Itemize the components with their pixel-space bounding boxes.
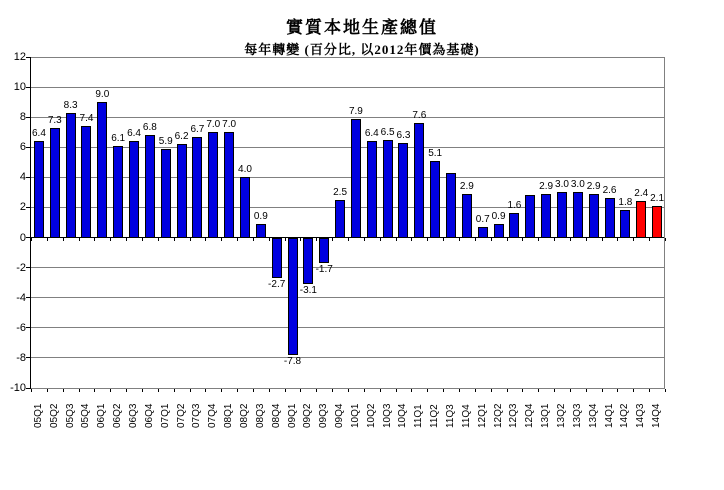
x-tick-label: 06Q2 bbox=[112, 403, 124, 428]
x-tick-label: 14Q2 bbox=[619, 403, 631, 428]
x-tick-label: 14Q3 bbox=[635, 403, 647, 428]
category-tick-bottom bbox=[507, 389, 508, 392]
bar bbox=[319, 238, 329, 264]
category-tick-bottom bbox=[174, 389, 175, 392]
category-tick-bottom bbox=[586, 389, 587, 392]
category-tick bbox=[586, 238, 587, 241]
bar bbox=[113, 146, 123, 238]
category-tick bbox=[332, 238, 333, 241]
category-tick-bottom bbox=[617, 389, 618, 392]
bar-value-label: 6.3 bbox=[396, 129, 411, 141]
bar bbox=[398, 143, 408, 238]
category-tick bbox=[380, 238, 381, 241]
x-tick-label: 12Q3 bbox=[508, 403, 520, 428]
x-tick-label: 06Q1 bbox=[96, 403, 108, 428]
gridline bbox=[31, 207, 665, 208]
x-tick-label: 11Q4 bbox=[460, 404, 472, 428]
bar bbox=[573, 192, 583, 237]
bar bbox=[652, 206, 662, 238]
x-tick-label: 12Q2 bbox=[492, 403, 504, 428]
category-tick bbox=[522, 238, 523, 241]
category-tick-bottom bbox=[475, 389, 476, 392]
bar bbox=[224, 132, 234, 237]
bar-value-label: 3.0 bbox=[555, 179, 569, 191]
plot-right-border bbox=[664, 57, 665, 388]
x-tick-label: 08Q2 bbox=[238, 403, 250, 428]
y-tick-label: 12 bbox=[13, 51, 26, 63]
category-tick bbox=[205, 238, 206, 241]
bar bbox=[161, 149, 171, 238]
category-tick-bottom bbox=[538, 389, 539, 392]
bar bbox=[272, 238, 282, 279]
x-tick-label: 09Q3 bbox=[318, 403, 330, 428]
category-tick bbox=[602, 238, 603, 241]
x-tick-label: 08Q4 bbox=[270, 403, 282, 428]
category-tick bbox=[570, 238, 571, 241]
category-tick-bottom bbox=[94, 389, 95, 392]
x-tick-label: 08Q3 bbox=[254, 403, 266, 428]
bar-value-label: -7.8 bbox=[283, 355, 302, 367]
x-tick-label: 08Q1 bbox=[223, 403, 235, 428]
y-tick-label: 6 bbox=[19, 141, 26, 154]
category-tick-bottom bbox=[205, 389, 206, 392]
category-tick-bottom bbox=[253, 389, 254, 392]
category-tick-bottom bbox=[158, 389, 159, 392]
category-tick-bottom bbox=[126, 389, 127, 392]
category-tick-bottom bbox=[269, 389, 270, 392]
category-tick-bottom bbox=[396, 389, 397, 392]
category-tick-bottom bbox=[316, 389, 317, 392]
category-tick-bottom bbox=[237, 389, 238, 392]
bar-value-label: 6.5 bbox=[380, 126, 395, 138]
bar bbox=[525, 195, 535, 237]
category-tick-bottom bbox=[522, 389, 523, 392]
category-tick bbox=[316, 238, 317, 241]
category-tick-bottom bbox=[411, 389, 412, 392]
bar bbox=[66, 113, 76, 238]
category-tick-bottom bbox=[142, 389, 143, 392]
x-tick-label: 09Q4 bbox=[334, 403, 346, 428]
bar-value-label: 1.8 bbox=[618, 197, 633, 209]
x-tick-label: 11Q3 bbox=[445, 404, 457, 428]
bar bbox=[494, 224, 504, 238]
category-tick bbox=[554, 238, 555, 241]
category-tick bbox=[348, 238, 349, 241]
bar-value-label: 3.0 bbox=[570, 179, 585, 191]
y-tick-label: 10 bbox=[13, 81, 26, 94]
category-tick bbox=[364, 238, 365, 241]
category-tick-bottom bbox=[459, 389, 460, 392]
x-tick-label: 09Q2 bbox=[302, 403, 314, 428]
y-tick-label: 4 bbox=[19, 171, 26, 184]
bar bbox=[303, 238, 313, 285]
bar bbox=[145, 135, 155, 237]
bar-value-label: -3.1 bbox=[299, 285, 317, 297]
bar-value-label: 2.1 bbox=[650, 192, 665, 204]
category-tick-bottom bbox=[443, 389, 444, 392]
y-tick-label: 2 bbox=[19, 201, 26, 214]
x-tick-label: 05Q3 bbox=[64, 403, 76, 428]
bar-value-label: 7.9 bbox=[348, 105, 363, 117]
category-tick-bottom bbox=[602, 389, 603, 392]
x-tick-label: 11Q1 bbox=[413, 404, 425, 428]
chart-subtitle: 每年轉變 (百分比, 以2012年價為基礎) bbox=[244, 42, 480, 57]
x-tick-label: 12Q4 bbox=[524, 403, 536, 428]
y-axis-line bbox=[30, 57, 31, 388]
category-tick bbox=[285, 238, 286, 241]
bar-value-label: 6.1 bbox=[111, 132, 126, 144]
x-tick-label: 13Q4 bbox=[587, 403, 599, 428]
category-tick bbox=[126, 238, 127, 241]
x-tick-label: 07Q3 bbox=[191, 403, 203, 428]
category-tick bbox=[269, 238, 270, 241]
category-tick bbox=[237, 238, 238, 241]
bar bbox=[541, 194, 551, 238]
bar-value-label: 2.5 bbox=[333, 186, 348, 198]
bar-value-label: 5.1 bbox=[428, 147, 443, 159]
x-tick-label: 14Q4 bbox=[651, 403, 663, 428]
category-tick-bottom bbox=[427, 389, 428, 392]
bar-value-label: 2.4 bbox=[634, 188, 649, 200]
x-tick-label: 10Q3 bbox=[381, 403, 393, 428]
x-tick-label: 09Q1 bbox=[286, 403, 298, 428]
category-tick-bottom bbox=[221, 389, 222, 392]
gridline bbox=[31, 327, 665, 328]
bar-value-label: 0.9 bbox=[491, 211, 506, 222]
category-tick bbox=[491, 238, 492, 241]
category-tick bbox=[459, 238, 460, 241]
y-tick-label: -4 bbox=[16, 291, 26, 304]
bar bbox=[50, 128, 60, 238]
category-tick-bottom bbox=[63, 389, 64, 392]
bar bbox=[34, 141, 44, 237]
category-tick-bottom bbox=[110, 389, 111, 392]
category-tick bbox=[190, 238, 191, 241]
category-tick bbox=[221, 238, 222, 241]
category-tick bbox=[633, 238, 634, 241]
bar-value-label: 4.0 bbox=[238, 164, 252, 176]
x-tick-label: 05Q2 bbox=[48, 403, 60, 428]
category-tick bbox=[79, 238, 80, 241]
bar-value-label: 6.4 bbox=[364, 128, 379, 140]
x-tick-label: 07Q4 bbox=[207, 403, 219, 428]
category-tick bbox=[427, 238, 428, 241]
bar-value-label: 0.7 bbox=[475, 214, 490, 225]
y-tick-label: -2 bbox=[16, 261, 26, 274]
bar-value-label: 7.6 bbox=[412, 110, 427, 122]
x-tick-label: 10Q1 bbox=[349, 403, 361, 428]
bar bbox=[620, 210, 630, 237]
bar bbox=[97, 102, 107, 237]
gridline bbox=[31, 57, 665, 58]
category-tick bbox=[47, 238, 48, 241]
x-tick-label: 05Q4 bbox=[80, 403, 92, 428]
category-tick bbox=[649, 238, 650, 241]
category-tick-bottom bbox=[649, 389, 650, 392]
category-tick bbox=[443, 238, 444, 241]
bar bbox=[383, 140, 393, 238]
category-tick-bottom bbox=[380, 389, 381, 392]
category-tick bbox=[475, 238, 476, 241]
gridline bbox=[31, 357, 665, 358]
bar bbox=[192, 137, 202, 238]
bar-value-label: 2.9 bbox=[459, 180, 474, 192]
gridline bbox=[31, 267, 665, 268]
bar bbox=[256, 224, 266, 238]
category-tick bbox=[158, 238, 159, 241]
category-tick-bottom bbox=[348, 389, 349, 392]
bar-value-label: 7.3 bbox=[47, 114, 62, 126]
x-tick-label: 07Q1 bbox=[159, 403, 171, 428]
category-tick bbox=[617, 238, 618, 241]
category-tick bbox=[63, 238, 64, 241]
x-tick-label: 13Q2 bbox=[555, 403, 567, 428]
bar bbox=[430, 161, 440, 238]
bar bbox=[367, 141, 377, 237]
bar-value-label: 7.0 bbox=[222, 119, 237, 131]
bar-value-label: 6.7 bbox=[190, 123, 205, 135]
category-tick bbox=[110, 238, 111, 241]
gridline bbox=[31, 147, 665, 148]
category-tick-bottom bbox=[364, 389, 365, 392]
bar bbox=[557, 192, 567, 237]
category-tick-bottom bbox=[491, 389, 492, 392]
category-tick bbox=[665, 238, 666, 241]
bar-value-label: 7.4 bbox=[79, 113, 94, 125]
category-tick bbox=[396, 238, 397, 241]
bar bbox=[589, 194, 599, 238]
x-tick-label: 12Q1 bbox=[476, 403, 488, 428]
category-tick-bottom bbox=[633, 389, 634, 392]
category-tick-bottom bbox=[190, 389, 191, 392]
x-tick-label: 06Q4 bbox=[143, 403, 155, 428]
x-tick-label: 13Q1 bbox=[540, 403, 552, 428]
x-tick-label: 10Q2 bbox=[365, 403, 377, 428]
bar-value-label: 8.3 bbox=[63, 99, 78, 111]
bar-value-label: 0.9 bbox=[253, 211, 268, 222]
category-tick bbox=[300, 238, 301, 241]
x-tick-label: 06Q3 bbox=[128, 403, 140, 428]
bar-value-label: 5.9 bbox=[158, 135, 173, 147]
bar-value-label: 7.0 bbox=[206, 119, 221, 131]
category-tick-bottom bbox=[285, 389, 286, 392]
category-tick-bottom bbox=[79, 389, 80, 392]
bar-value-label: 2.9 bbox=[586, 180, 601, 192]
category-tick bbox=[94, 238, 95, 241]
bar bbox=[177, 144, 187, 237]
category-tick-bottom bbox=[332, 389, 333, 392]
category-tick bbox=[253, 238, 254, 241]
bar bbox=[335, 200, 345, 238]
bar-value-label: 6.4 bbox=[31, 128, 46, 140]
bar-value-label: 6.4 bbox=[127, 128, 141, 140]
bar bbox=[414, 123, 424, 237]
category-tick bbox=[411, 238, 412, 241]
bar-value-label: -1.7 bbox=[315, 264, 333, 276]
bar bbox=[129, 141, 139, 237]
bar-value-label: 9.0 bbox=[95, 89, 110, 101]
x-tick-label: 13Q3 bbox=[571, 403, 583, 428]
x-tick-label: 14Q1 bbox=[603, 403, 615, 428]
gridline bbox=[31, 177, 665, 178]
gridline bbox=[31, 87, 665, 88]
bar-value-label: 2.6 bbox=[602, 185, 617, 197]
y-tick-label: -8 bbox=[16, 351, 26, 364]
y-tick-label: 8 bbox=[19, 111, 26, 124]
bar-value-label: 2.9 bbox=[539, 180, 554, 192]
bar bbox=[208, 132, 218, 237]
chart-title: 實質本地生產總值 bbox=[286, 18, 438, 37]
y-tick-label: -10 bbox=[10, 382, 26, 394]
bar-value-label: 6.2 bbox=[174, 131, 189, 143]
category-tick-bottom bbox=[300, 389, 301, 392]
y-tick-label: -6 bbox=[16, 321, 26, 334]
category-tick bbox=[142, 238, 143, 241]
category-tick bbox=[538, 238, 539, 241]
bar bbox=[478, 227, 488, 238]
x-tick-label: 07Q2 bbox=[175, 403, 187, 428]
category-tick-bottom bbox=[47, 389, 48, 392]
category-tick bbox=[31, 238, 32, 241]
bar bbox=[81, 126, 91, 237]
category-tick-bottom bbox=[570, 389, 571, 392]
category-tick-bottom bbox=[665, 389, 666, 392]
category-tick-bottom bbox=[31, 389, 32, 392]
category-tick bbox=[507, 238, 508, 241]
plot-area bbox=[10, 51, 665, 428]
gridline bbox=[31, 297, 665, 298]
category-tick bbox=[174, 238, 175, 241]
bar-value-label: -2.7 bbox=[268, 279, 286, 291]
category-tick-bottom bbox=[554, 389, 555, 392]
x-tick-label: 11Q2 bbox=[429, 404, 441, 428]
x-tick-label: 10Q4 bbox=[397, 403, 409, 428]
bar-value-label: 1.6 bbox=[507, 200, 522, 212]
bar bbox=[509, 213, 519, 237]
bar-value-label: 6.8 bbox=[142, 122, 157, 134]
bar bbox=[240, 177, 250, 237]
x-tick-label: 05Q1 bbox=[32, 403, 44, 428]
y-tick-label: 0 bbox=[19, 231, 26, 244]
bar bbox=[636, 201, 646, 237]
